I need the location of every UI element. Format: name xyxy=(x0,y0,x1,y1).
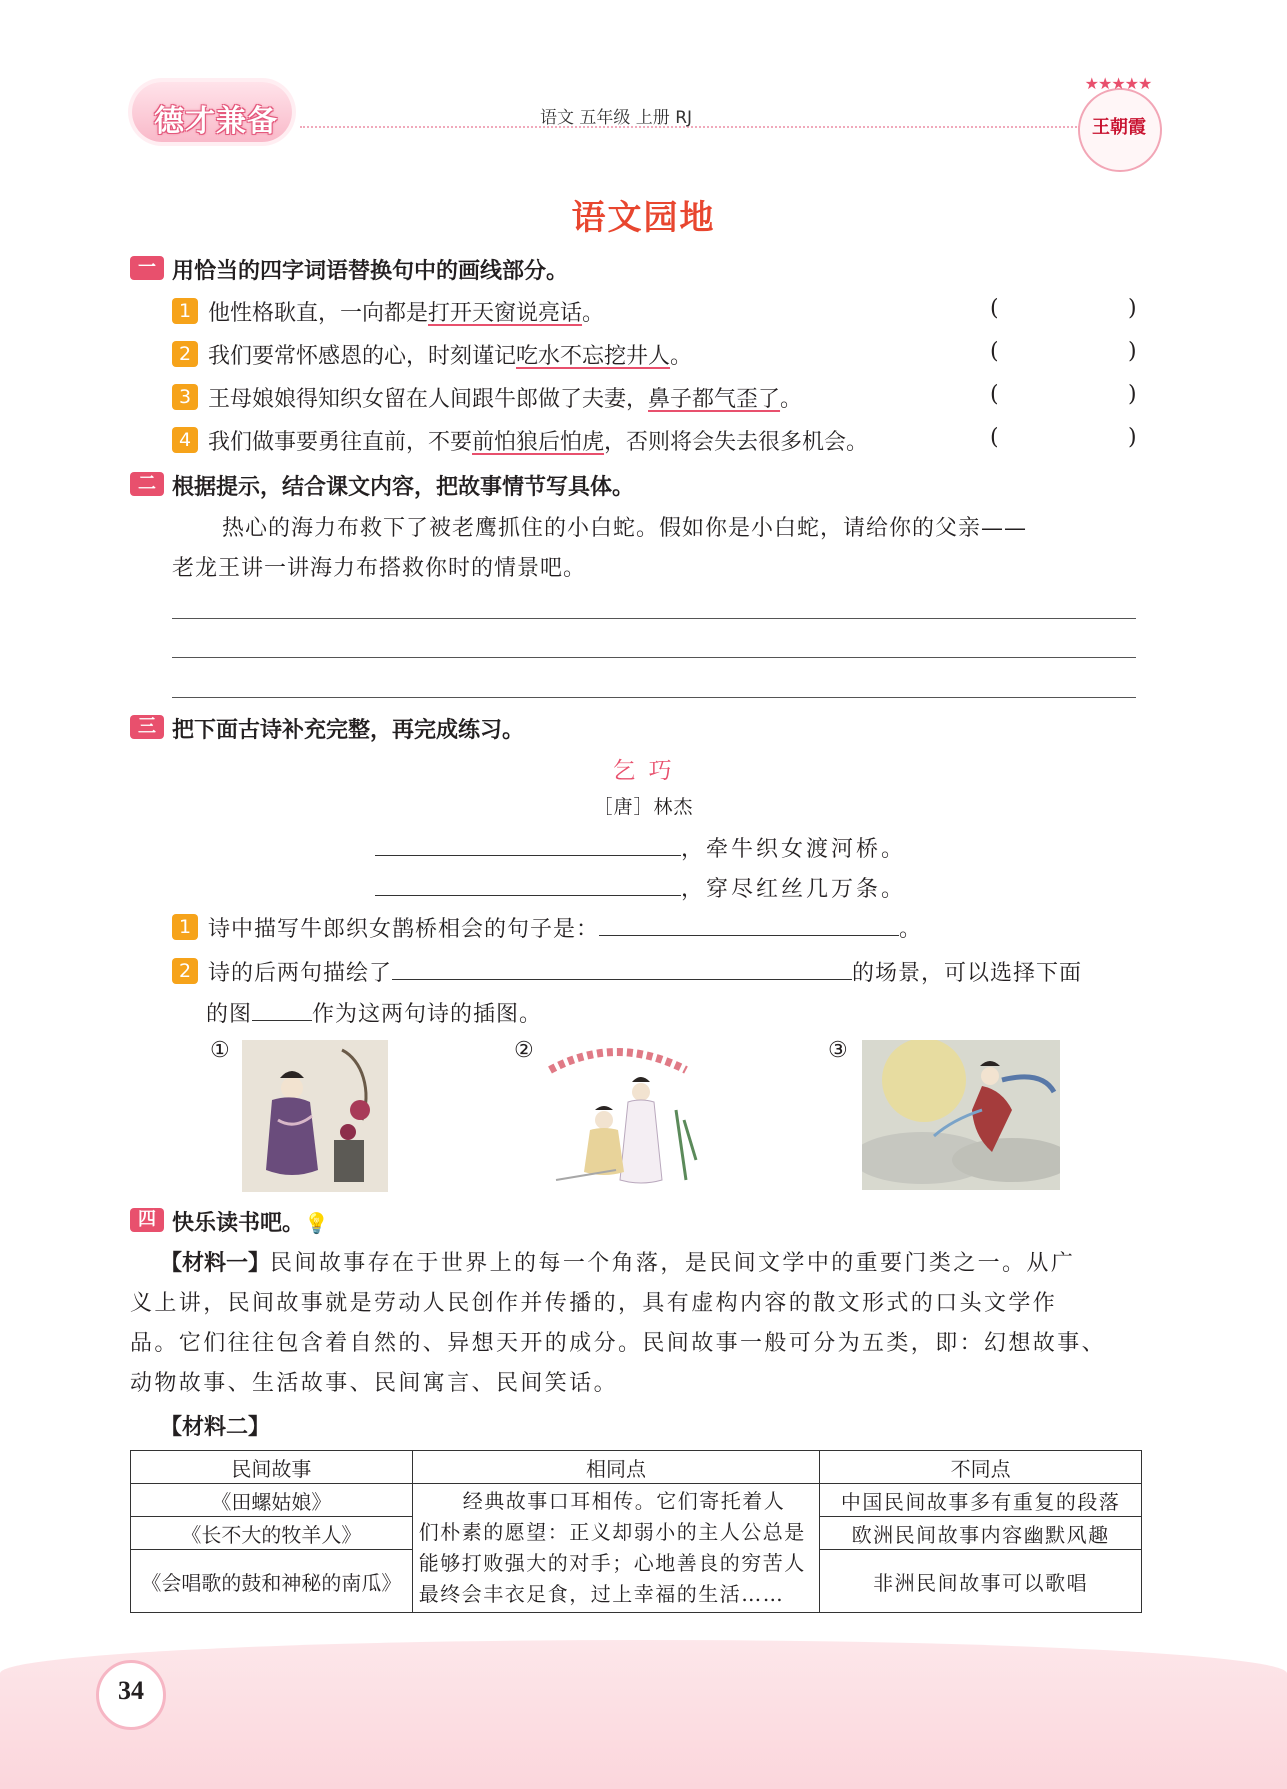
question-number-1: 1 xyxy=(172,914,198,940)
section-tag-2: 二 xyxy=(130,472,164,496)
picture-label-3: ③ xyxy=(828,1038,848,1063)
header-cell: 民间故事 xyxy=(131,1451,413,1484)
material-1-label: 【材料一】 xyxy=(160,1251,271,1276)
page-title: 语文园地 xyxy=(571,198,716,238)
answer-paren-open: ( xyxy=(990,296,999,321)
logo-stars-icon: ★★★★★ xyxy=(1084,74,1152,93)
footer-decoration xyxy=(0,1640,1287,1789)
difference-cell: 中国民间故事多有重复的段落 xyxy=(820,1484,1142,1517)
prompt-line-1: 热心的海力布救下了被老鹰抓住的小白蛇。假如你是小白蛇，请给你的父亲—— xyxy=(222,516,1028,541)
lightbulb-icon: 💡 xyxy=(304,1211,329,1235)
picture-label-2: ② xyxy=(514,1038,534,1063)
answer-paren-open: ( xyxy=(990,382,999,407)
header-subject: 语文 五年级 上册 RJ xyxy=(540,108,693,128)
section-title-3: 把下面古诗补充完整，再完成练习。 xyxy=(172,718,525,743)
material-2-label: 【材料二】 xyxy=(160,1415,271,1440)
section-tag-4: 四 xyxy=(130,1208,164,1232)
underlined-phrase: 鼻子都气歪了 xyxy=(648,387,781,412)
section-title-2: 根据提示，结合课文内容，把故事情节写具体。 xyxy=(172,475,635,500)
poem-line-1: ，牵牛织女渡河桥。 xyxy=(375,832,906,863)
poem-line-2: ，穿尽红丝几万条。 xyxy=(375,872,906,903)
brand-name: 德才兼备 xyxy=(154,104,278,139)
item-text: 我们要常怀感恩的心，时刻谨记吃水不忘挖井人。 xyxy=(208,344,693,369)
item-number: 1 xyxy=(172,298,198,324)
answer-line[interactable] xyxy=(172,697,1136,698)
answer-paren-close: ) xyxy=(1128,425,1137,450)
section-title-4: 快乐读书吧。💡 xyxy=(172,1211,329,1236)
difference-cell: 欧洲民间故事内容幽默风趣 xyxy=(820,1517,1142,1550)
answer-blank[interactable] xyxy=(599,913,899,936)
table-header-row xyxy=(131,1451,1142,1484)
table-row xyxy=(131,1484,1142,1517)
section-title-1: 用恰当的四字词语替换句中的画线部分。 xyxy=(172,259,569,284)
header-cell: 相同点 xyxy=(412,1451,820,1484)
illustration-1 xyxy=(242,1040,388,1192)
poem-blank[interactable] xyxy=(375,873,681,896)
item-number: 3 xyxy=(172,384,198,410)
similarity-cell: 经典故事口耳相传。它们寄托着人 们朴素的愿望：正义却弱小的主人公总是 能够打败强大的对手；心地善良的穷苦人 最终会丰衣足食，过上幸福的生活…… xyxy=(412,1484,820,1613)
illustration-2 xyxy=(546,1040,706,1192)
page-number: 34 xyxy=(118,1676,144,1705)
underlined-phrase: 前怕狼后怕虎 xyxy=(472,430,605,455)
answer-paren-open: ( xyxy=(990,339,999,364)
story-cell: 《会唱歌的鼓和神秘的南瓜》 xyxy=(131,1550,413,1613)
answer-line[interactable] xyxy=(172,657,1136,658)
answer-paren-close: ) xyxy=(1128,339,1137,364)
item-number: 2 xyxy=(172,341,198,367)
underlined-phrase: 吃水不忘挖井人 xyxy=(516,344,671,369)
material-1-paragraph: 【材料一】民间故事存在于世界上的每一个角落，是民间文学中的重要门类之一。从广 义上讲，民间故事就是劳动人民创作并传播的，具有虚构内容的散文形式的口头文学作 品。它们往往包含着自然的、异想天开的成分。民间故事一般可分为五类，即：幻想故事、 动物故事、生活故事、民间寓言、民间笑话。 xyxy=(130,1251,1107,1396)
question-number-2: 2 xyxy=(172,958,198,984)
section-tag-3: 三 xyxy=(130,715,164,739)
picture-label-1: ① xyxy=(210,1038,230,1063)
item-text: 王母娘娘得知织女留在人间跟牛郎做了夫妻，鼻子都气歪了。 xyxy=(208,387,803,412)
answer-paren-close: ) xyxy=(1128,296,1137,321)
story-cell: 《长不大的牧羊人》 xyxy=(131,1517,413,1550)
answer-blank[interactable] xyxy=(392,957,852,980)
item-text: 我们做事要勇往直前，不要前怕狼后怕虎，否则将会失去很多机会。 xyxy=(208,430,869,455)
answer-paren-close: ) xyxy=(1128,382,1137,407)
folk-story-table xyxy=(130,1450,1142,1613)
logo-text: 王朝霞 xyxy=(1092,117,1146,138)
answer-paren-open: ( xyxy=(990,425,999,450)
difference-cell: 非洲民间故事可以歌唱 xyxy=(820,1550,1142,1613)
section-tag-1: 一 xyxy=(130,256,164,280)
item-number: 4 xyxy=(172,427,198,453)
story-cell: 《田螺姑娘》 xyxy=(131,1484,413,1517)
poem-blank[interactable] xyxy=(375,833,681,856)
item-text: 他性格耿直，一向都是打开天窗说亮话。 xyxy=(208,301,605,326)
answer-line[interactable] xyxy=(172,618,1136,619)
answer-blank[interactable] xyxy=(252,998,312,1021)
poem-author: ［唐］林杰 xyxy=(593,796,694,818)
question-2: 诗的后两句描绘了 的场景，可以选择下面 xyxy=(208,956,1082,987)
poem-title: 乞 巧 xyxy=(612,758,675,784)
prompt-line-2: 老龙王讲一讲海力布搭救你时的情景吧。 xyxy=(172,556,587,581)
header-cell: 不同点 xyxy=(820,1451,1142,1484)
question-2-line-2: 的图 作为这两句诗的插图。 xyxy=(206,997,542,1028)
underlined-phrase: 打开天窗说亮话 xyxy=(428,301,583,326)
question-1: 诗中描写牛郎织女鹊桥相会的句子是： 。 xyxy=(208,912,922,943)
illustration-3 xyxy=(862,1040,1060,1190)
